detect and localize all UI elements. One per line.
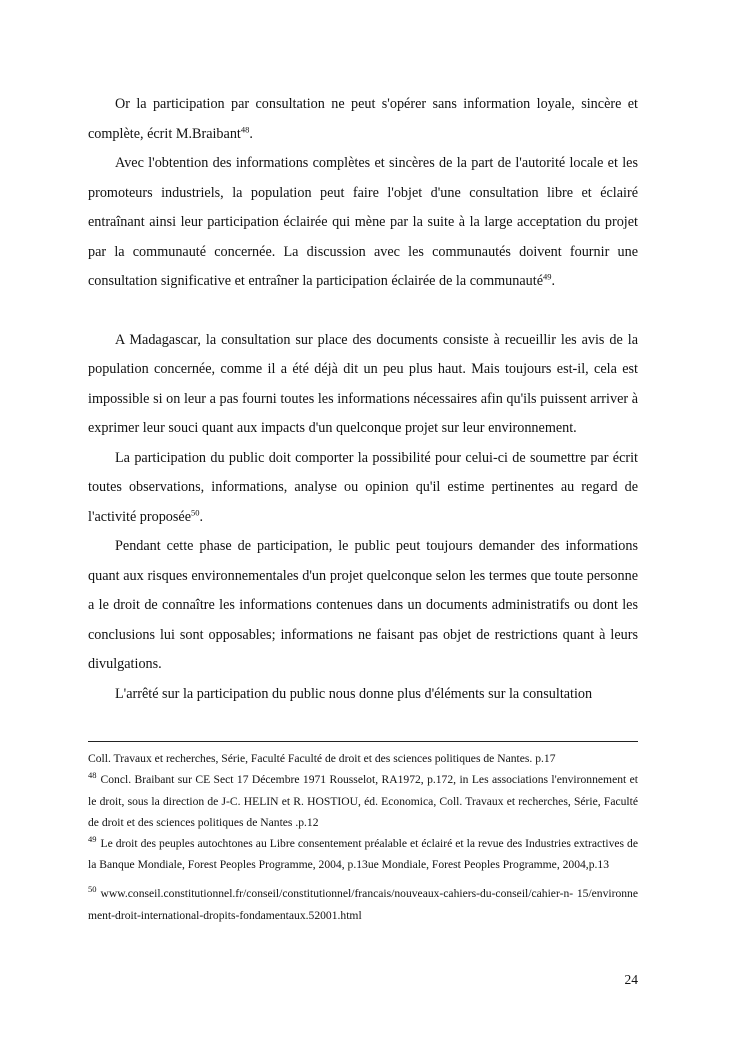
- paragraph-4: [88, 444, 638, 533]
- footnote-continued: Coll. Travaux et recherches, Série, Faculté Faculté de droit et des sciences politiques de Nantes. p.17: [88, 752, 556, 765]
- punctuation: .: [199, 508, 204, 525]
- paragraph-text: Avec l'obtention des informations complètes et sincères de la part de l'autorité locale et les promoteurs industriels, la population peut faire l'objet d'une consultation libre et éclairé entraînant ainsi leur participation éclairée qui mène par la suite à la large acceptation du projet par la communauté concernée. La discussion avec les communautés doivent fournir une consultation significative et entraîner la participation éclairée de la communauté: [88, 155, 638, 289]
- footnote-text: Concl. Braibant sur CE Sect 17 Décembre 1971 Rousselot, RA1972, p.172, in Les associations l'environnement et le droit, sous la direction de J-C. HELIN et R. HOSTIOU, éd. Economica, Coll. Travaux et recherches, Série, Faculté de droit et des sciences politiques de Nantes .p.12: [88, 773, 638, 829]
- paragraph-5: [88, 532, 638, 680]
- footnote-text: Le droit des peuples autochtones au Libre consentement préalable et éclairé et la revue des Industries extractives de la Banque Mondiale, Forest Peoples Programme, 2004, p.13ue Mondiale, Forest Peoples Programme, 2004,p.13: [88, 837, 638, 872]
- paragraph-text: A Madagascar, la consultation sur place des documents consiste à recueillir les avis de la population concernée, comme il a été déjà dit un peu plus haut. Mais toujours est-il, cela est impossible si on leur a pas fourni toutes les informations nécessaires afin qu'ils puissent arriver à exprimer leur souci quant aux impacts d'un quelconque projet sur leur environnement.: [88, 331, 638, 436]
- footnote-number: 49: [88, 834, 97, 845]
- footnote-ref-49[interactable]: 49: [543, 271, 552, 282]
- body-text: [88, 90, 638, 709]
- punctuation: .: [249, 125, 253, 142]
- page-number: 24: [624, 972, 638, 987]
- footnote-number: 48: [88, 770, 97, 781]
- paragraph-text: La participation du public doit comporter la possibilité pour celui-ci de soumettre par écrit toutes observations, informations, analyse ou opinion qu'il estime pertinentes au regard de l'activité proposée: [88, 449, 638, 525]
- footnote-49: [88, 833, 638, 876]
- paragraph-text: Or la participation par consultation ne peut s'opérer sans information loyale, sincère et complète, écrit M.Braibant: [88, 96, 638, 142]
- punctuation: .: [551, 273, 556, 289]
- paragraph-text: Pendant cette phase de participation, le public peut toujours demander des informations quant aux risques environnementales d'un projet quelconque selon les termes que toute personne a le droit de connaître les informations contenues dans un documents administratifs ou dont les conclusions lui sont opposables; informations ne faisant pas objet de restrictions quant à leurs divulgations.: [88, 538, 638, 672]
- footnotes: [88, 748, 638, 927]
- footnote-ref-48[interactable]: 48: [240, 123, 250, 134]
- footnote-48: [88, 769, 638, 833]
- paragraph-text: L'arrêté sur la participation du public nous donne plus d'éléments sur la consultation: [115, 685, 593, 702]
- paragraph-1: [88, 90, 638, 149]
- paragraph-2: [88, 149, 638, 297]
- paragraph-6: [88, 680, 638, 710]
- footnote-ref-50[interactable]: 50: [191, 506, 200, 517]
- footnote-number: 50: [88, 883, 97, 894]
- paragraph-3: [88, 326, 638, 444]
- footnote-50: [88, 883, 638, 927]
- footnote-link[interactable]: www.conseil.constitutionnel.fr/conseil/constitutionnel/francais/nouveaux-cahiers-du-conseil/cahier-n- 15/environnement-droit-international-dropits-fondamentaux.52001.html: [88, 886, 638, 922]
- footnote-separator: [88, 741, 638, 742]
